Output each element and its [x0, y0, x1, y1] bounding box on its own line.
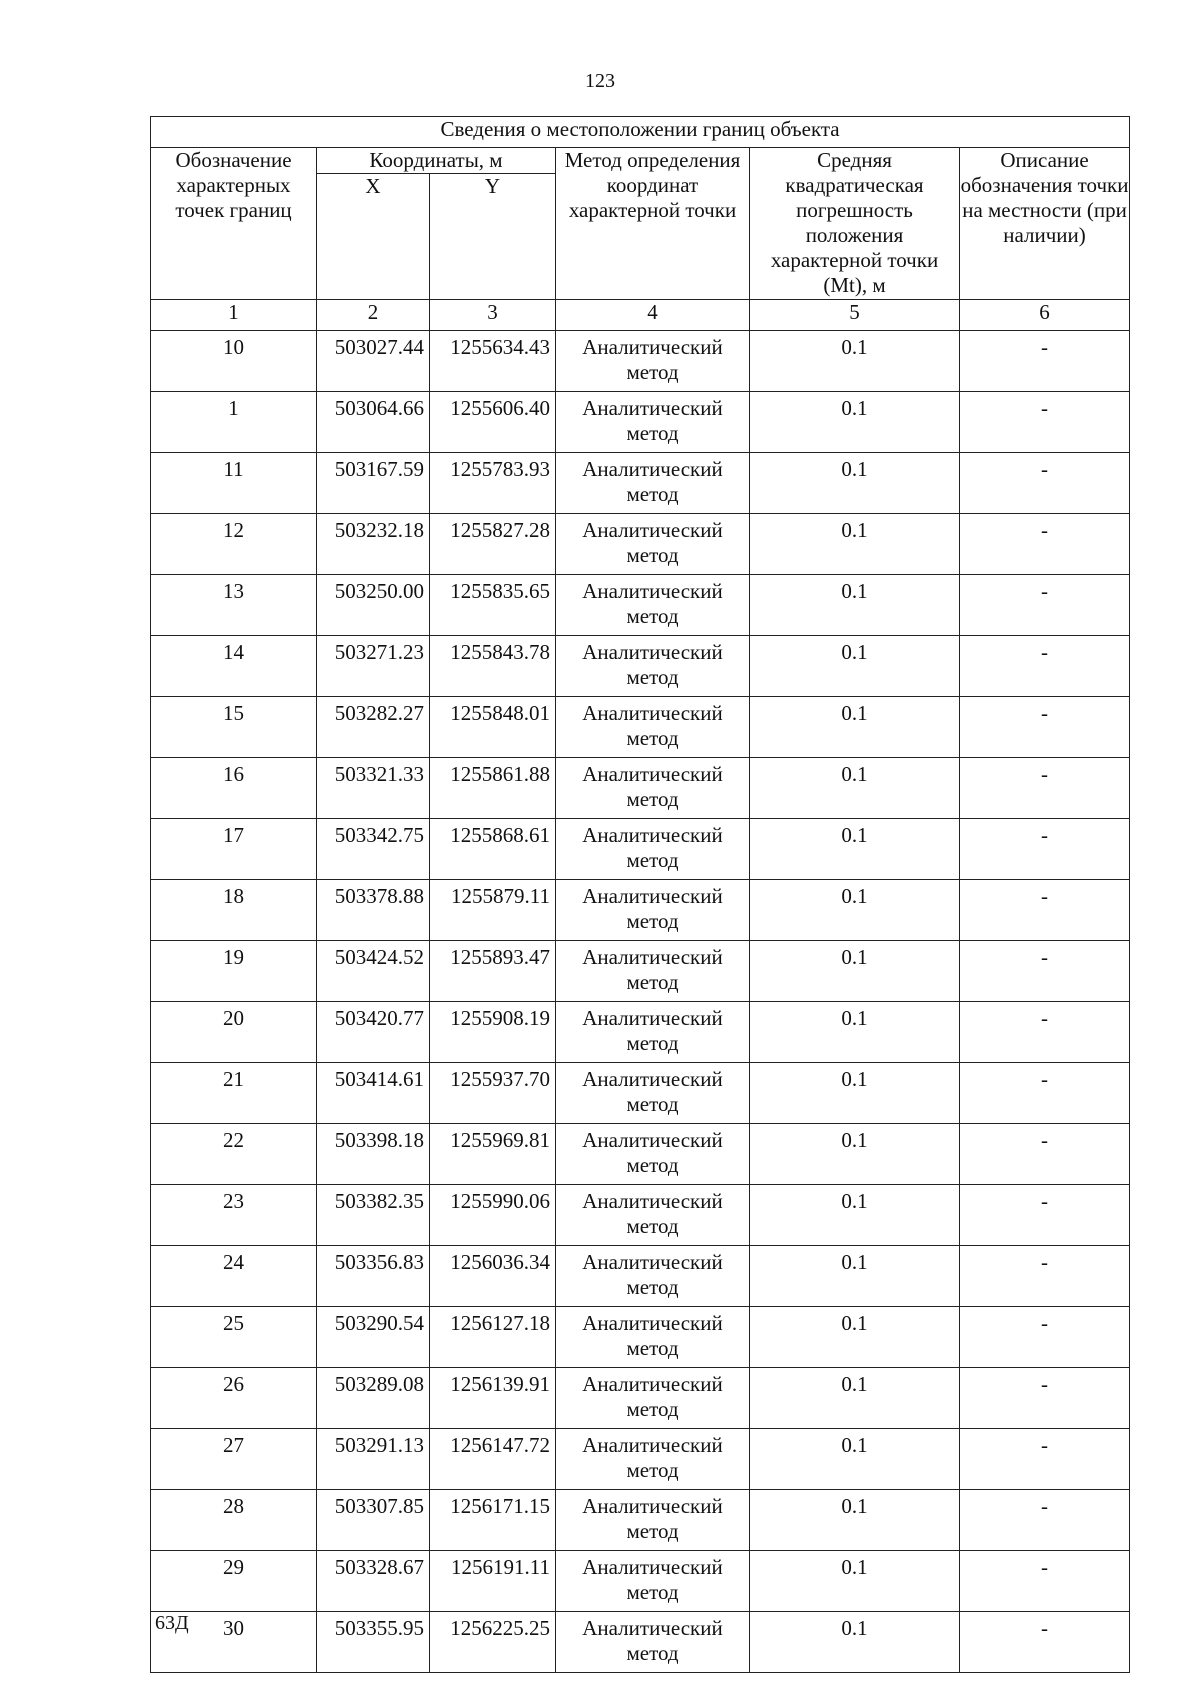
cell-point: 26	[151, 1368, 317, 1429]
table-row	[151, 758, 1130, 819]
cell-point: 23	[151, 1185, 317, 1246]
cell-x: 503289.08	[317, 1368, 430, 1429]
cell-method: Аналитический метод	[556, 1185, 750, 1246]
cell-description: -	[960, 453, 1130, 514]
cell-description: -	[960, 1612, 1130, 1673]
cell-y: 1255606.40	[430, 392, 556, 453]
table-row	[151, 819, 1130, 880]
boundary-points-table	[150, 116, 1130, 1673]
cell-y: 1256191.11	[430, 1551, 556, 1612]
cell-y: 1256139.91	[430, 1368, 556, 1429]
table-row	[151, 636, 1130, 697]
cell-y: 1255861.88	[430, 758, 556, 819]
cell-point: 20	[151, 1002, 317, 1063]
cell-description: -	[960, 331, 1130, 392]
cell-error: 0.1	[750, 575, 960, 636]
cell-error: 0.1	[750, 1368, 960, 1429]
cell-description: -	[960, 1002, 1130, 1063]
cell-point: 13	[151, 575, 317, 636]
cell-point: 16	[151, 758, 317, 819]
cell-error: 0.1	[750, 392, 960, 453]
header-y: Y	[430, 174, 556, 300]
cell-point: 14	[151, 636, 317, 697]
cell-error: 0.1	[750, 636, 960, 697]
cell-point: 27	[151, 1429, 317, 1490]
cell-y: 1255848.01	[430, 697, 556, 758]
cell-y: 1255783.93	[430, 453, 556, 514]
column-number: 2	[317, 300, 430, 331]
cell-point: 22	[151, 1124, 317, 1185]
cell-description: -	[960, 1551, 1130, 1612]
cell-method: Аналитический метод	[556, 1246, 750, 1307]
cell-point: 19	[151, 941, 317, 1002]
cell-error: 0.1	[750, 880, 960, 941]
cell-method: Аналитический метод	[556, 636, 750, 697]
cell-x: 503167.59	[317, 453, 430, 514]
cell-y: 1255868.61	[430, 819, 556, 880]
cell-point: 30	[151, 1612, 317, 1673]
cell-x: 503424.52	[317, 941, 430, 1002]
cell-description: -	[960, 1124, 1130, 1185]
cell-point: 1	[151, 392, 317, 453]
column-number: 4	[556, 300, 750, 331]
cell-point: 24	[151, 1246, 317, 1307]
cell-error: 0.1	[750, 1063, 960, 1124]
cell-x: 503378.88	[317, 880, 430, 941]
cell-description: -	[960, 1246, 1130, 1307]
header-coords: Координаты, м	[317, 148, 556, 174]
cell-x: 503064.66	[317, 392, 430, 453]
cell-y: 1256147.72	[430, 1429, 556, 1490]
column-number: 1	[151, 300, 317, 331]
table-row	[151, 1063, 1130, 1124]
table-row	[151, 1490, 1130, 1551]
cell-y: 1256036.34	[430, 1246, 556, 1307]
header-row-1	[151, 148, 1130, 174]
cell-point: 18	[151, 880, 317, 941]
cell-x: 503356.83	[317, 1246, 430, 1307]
cell-error: 0.1	[750, 1002, 960, 1063]
cell-error: 0.1	[750, 1612, 960, 1673]
cell-method: Аналитический метод	[556, 575, 750, 636]
cell-x: 503382.35	[317, 1185, 430, 1246]
cell-method: Аналитический метод	[556, 453, 750, 514]
table-row	[151, 1002, 1130, 1063]
cell-description: -	[960, 758, 1130, 819]
cell-y: 1255879.11	[430, 880, 556, 941]
cell-error: 0.1	[750, 758, 960, 819]
cell-point: 17	[151, 819, 317, 880]
table-row	[151, 331, 1130, 392]
column-number: 6	[960, 300, 1130, 331]
cell-method: Аналитический метод	[556, 514, 750, 575]
cell-y: 1256225.25	[430, 1612, 556, 1673]
cell-point: 29	[151, 1551, 317, 1612]
table-row	[151, 1429, 1130, 1490]
table-row	[151, 1551, 1130, 1612]
cell-description: -	[960, 636, 1130, 697]
cell-x: 503355.95	[317, 1612, 430, 1673]
cell-method: Аналитический метод	[556, 1429, 750, 1490]
cell-error: 0.1	[750, 331, 960, 392]
cell-method: Аналитический метод	[556, 819, 750, 880]
cell-x: 503250.00	[317, 575, 430, 636]
cell-error: 0.1	[750, 819, 960, 880]
column-number-row	[151, 300, 1130, 331]
table-row	[151, 1307, 1130, 1368]
cell-description: -	[960, 1490, 1130, 1551]
cell-description: -	[960, 1429, 1130, 1490]
cell-x: 503271.23	[317, 636, 430, 697]
table-row	[151, 880, 1130, 941]
cell-y: 1255990.06	[430, 1185, 556, 1246]
cell-method: Аналитический метод	[556, 1490, 750, 1551]
table-row	[151, 941, 1130, 1002]
cell-x: 503420.77	[317, 1002, 430, 1063]
cell-error: 0.1	[750, 697, 960, 758]
cell-y: 1255843.78	[430, 636, 556, 697]
header-point: Обозначение характерных точек границ	[151, 148, 317, 300]
cell-description: -	[960, 1063, 1130, 1124]
cell-method: Аналитический метод	[556, 392, 750, 453]
cell-description: -	[960, 1185, 1130, 1246]
cell-x: 503307.85	[317, 1490, 430, 1551]
table-row	[151, 697, 1130, 758]
cell-error: 0.1	[750, 1246, 960, 1307]
cell-error: 0.1	[750, 514, 960, 575]
cell-description: -	[960, 819, 1130, 880]
cell-x: 503291.13	[317, 1429, 430, 1490]
cell-error: 0.1	[750, 1307, 960, 1368]
cell-method: Аналитический метод	[556, 331, 750, 392]
cell-description: -	[960, 1307, 1130, 1368]
cell-x: 503282.27	[317, 697, 430, 758]
table-row	[151, 1612, 1130, 1673]
cell-y: 1255937.70	[430, 1063, 556, 1124]
cell-point: 15	[151, 697, 317, 758]
cell-y: 1255634.43	[430, 331, 556, 392]
cell-error: 0.1	[750, 1551, 960, 1612]
footer-code: 63Д	[155, 1612, 189, 1634]
cell-point: 28	[151, 1490, 317, 1551]
cell-method: Аналитический метод	[556, 1307, 750, 1368]
cell-y: 1256171.15	[430, 1490, 556, 1551]
cell-method: Аналитический метод	[556, 1612, 750, 1673]
table-row	[151, 453, 1130, 514]
cell-error: 0.1	[750, 1490, 960, 1551]
cell-point: 10	[151, 331, 317, 392]
table-row	[151, 1185, 1130, 1246]
cell-error: 0.1	[750, 1124, 960, 1185]
header-error: Средняя квадратическая погрешность положения характерной точки (Mt), м	[750, 148, 960, 300]
cell-y: 1255835.65	[430, 575, 556, 636]
cell-description: -	[960, 941, 1130, 1002]
cell-point: 21	[151, 1063, 317, 1124]
table-row	[151, 1246, 1130, 1307]
cell-x: 503027.44	[317, 331, 430, 392]
table-row	[151, 514, 1130, 575]
cell-x: 503290.54	[317, 1307, 430, 1368]
table-title-row	[151, 117, 1130, 148]
cell-method: Аналитический метод	[556, 1368, 750, 1429]
table-row	[151, 575, 1130, 636]
cell-method: Аналитический метод	[556, 1063, 750, 1124]
cell-method: Аналитический метод	[556, 880, 750, 941]
cell-description: -	[960, 697, 1130, 758]
cell-y: 1255908.19	[430, 1002, 556, 1063]
cell-error: 0.1	[750, 453, 960, 514]
cell-error: 0.1	[750, 941, 960, 1002]
cell-description: -	[960, 575, 1130, 636]
cell-x: 503414.61	[317, 1063, 430, 1124]
table-body	[151, 117, 1130, 1673]
table-row	[151, 1124, 1130, 1185]
header-method: Метод определения координат характерной точки	[556, 148, 750, 300]
cell-method: Аналитический метод	[556, 941, 750, 1002]
table-title: Сведения о местоположении границ объекта	[151, 117, 1130, 148]
cell-description: -	[960, 514, 1130, 575]
page-number: 123	[585, 70, 615, 92]
cell-point: 11	[151, 453, 317, 514]
cell-description: -	[960, 392, 1130, 453]
cell-y: 1255893.47	[430, 941, 556, 1002]
cell-method: Аналитический метод	[556, 1002, 750, 1063]
cell-point: 12	[151, 514, 317, 575]
cell-y: 1255969.81	[430, 1124, 556, 1185]
cell-method: Аналитический метод	[556, 1124, 750, 1185]
column-number: 3	[430, 300, 556, 331]
cell-method: Аналитический метод	[556, 697, 750, 758]
header-description: Описание обозначения точки на местности (при наличии)	[960, 148, 1130, 300]
cell-description: -	[960, 880, 1130, 941]
cell-y: 1256127.18	[430, 1307, 556, 1368]
cell-x: 503398.18	[317, 1124, 430, 1185]
cell-y: 1255827.28	[430, 514, 556, 575]
header-x: X	[317, 174, 430, 300]
cell-x: 503232.18	[317, 514, 430, 575]
cell-x: 503342.75	[317, 819, 430, 880]
cell-method: Аналитический метод	[556, 1551, 750, 1612]
table-row	[151, 392, 1130, 453]
cell-point: 25	[151, 1307, 317, 1368]
cell-error: 0.1	[750, 1185, 960, 1246]
column-number: 5	[750, 300, 960, 331]
cell-method: Аналитический метод	[556, 758, 750, 819]
cell-x: 503328.67	[317, 1551, 430, 1612]
table-row	[151, 1368, 1130, 1429]
cell-description: -	[960, 1368, 1130, 1429]
cell-x: 503321.33	[317, 758, 430, 819]
cell-error: 0.1	[750, 1429, 960, 1490]
